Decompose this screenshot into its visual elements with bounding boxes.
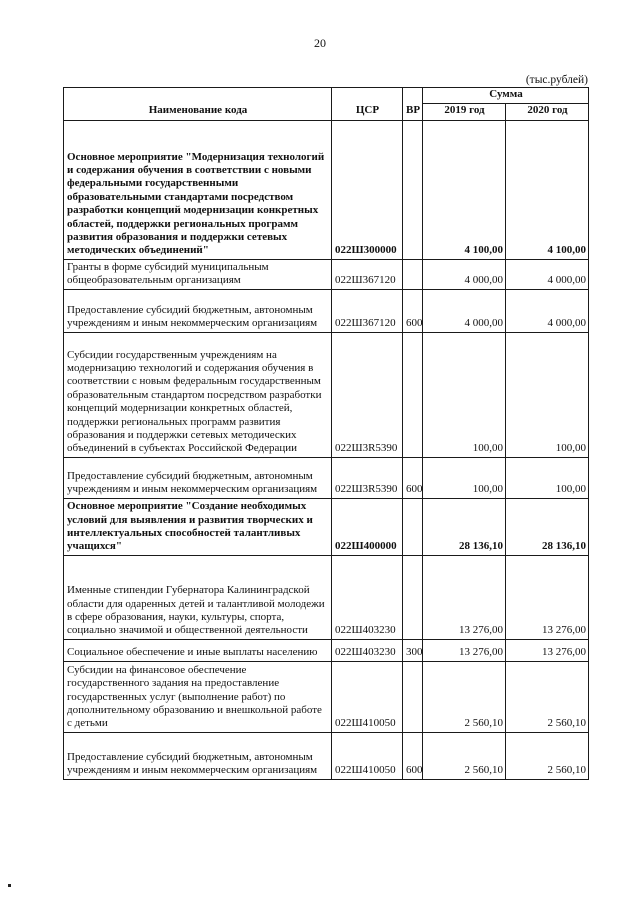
row-2020-cell: 4 000,00 [506, 259, 589, 289]
row-2019-cell: 2 560,10 [423, 732, 506, 779]
table-row [64, 555, 589, 639]
row-csr-cell: 022Ш3R5390 [332, 332, 403, 457]
row-2019-cell: 4 100,00 [423, 120, 506, 259]
row-csr-cell: 022Ш400000 [332, 498, 403, 555]
row-2019-cell: 100,00 [423, 332, 506, 457]
row-name-cell: Гранты в форме субсидий муниципальным общеобразовательным организациям [64, 259, 332, 289]
row-name-cell: Предоставление субсидий бюджетным, автономным учреждениям и иным некоммерческим организациям [64, 289, 332, 332]
row-vr-cell [403, 555, 423, 639]
row-2020-cell: 100,00 [506, 332, 589, 457]
row-name-cell: Субсидии на финансовое обеспечение государственного задания на предоставление государственных услуг (выполнение работ) по дополнительному образованию и внешкольной работе с детьми [64, 661, 332, 732]
table-row [64, 498, 589, 555]
budget-table [63, 87, 589, 780]
row-vr-cell: 600 [403, 732, 423, 779]
row-2019-cell: 100,00 [423, 457, 506, 498]
row-2020-cell: 2 560,10 [506, 732, 589, 779]
row-csr-cell: 022Ш410050 [332, 732, 403, 779]
table-body [64, 120, 589, 779]
row-name-cell: Предоставление субсидий бюджетным, автономным учреждениям и иным некоммерческим организациям [64, 732, 332, 779]
row-csr-cell: 022Ш367120 [332, 259, 403, 289]
row-2020-cell: 28 136,10 [506, 498, 589, 555]
row-2020-cell: 4 000,00 [506, 289, 589, 332]
table-row [64, 120, 589, 259]
row-csr-cell: 022Ш403230 [332, 555, 403, 639]
row-name-cell: Основное мероприятие "Создание необходимых условий для выявления и развития творческих и интеллектуальных способностей талантливых учащихся" [64, 498, 332, 555]
margin-mark [8, 884, 11, 887]
row-name-cell: Предоставление субсидий бюджетным, автономным учреждениям и иным некоммерческим организациям [64, 457, 332, 498]
row-2020-cell: 13 276,00 [506, 639, 589, 661]
row-2020-cell: 2 560,10 [506, 661, 589, 732]
row-vr-cell [403, 120, 423, 259]
row-vr-cell [403, 661, 423, 732]
table-row [64, 639, 589, 661]
row-csr-cell: 022Ш410050 [332, 661, 403, 732]
header-name: Наименование кода [64, 88, 332, 121]
row-vr-cell [403, 498, 423, 555]
table-row [64, 332, 589, 457]
page-number: 20 [314, 36, 326, 50]
header-year-2019: 2019 год [423, 104, 506, 120]
table-row [64, 661, 589, 732]
row-name-cell: Социальное обеспечение и иные выплаты населению [64, 639, 332, 661]
header-vr: ВР [403, 88, 423, 121]
row-csr-cell: 022Ш367120 [332, 289, 403, 332]
header-sum: Сумма [423, 88, 589, 104]
row-csr-cell: 022Ш3R5390 [332, 457, 403, 498]
row-vr-cell [403, 259, 423, 289]
row-name-cell: Субсидии государственным учреждениям на модернизацию технологий и содержания обучения в соответствии с новым федеральным государственным образовательным стандартом посредством разработки концепций модернизации конкретных областей, поддержки региональных программ развития образования и поддержки сетевых методических объединений в субъектах Российской Федерации [64, 332, 332, 457]
row-2019-cell: 2 560,10 [423, 661, 506, 732]
row-2020-cell: 4 100,00 [506, 120, 589, 259]
header-year-2020: 2020 год [506, 104, 589, 120]
row-2020-cell: 100,00 [506, 457, 589, 498]
row-2019-cell: 4 000,00 [423, 259, 506, 289]
row-name-cell: Именные стипендии Губернатора Калининградской области для одаренных детей и талантливой молодежи в сфере образования, науки, культуры, спорта, социально значимой и общественной деятельности [64, 555, 332, 639]
row-vr-cell: 600 [403, 457, 423, 498]
row-vr-cell: 600 [403, 289, 423, 332]
row-csr-cell: 022Ш300000 [332, 120, 403, 259]
row-2020-cell: 13 276,00 [506, 555, 589, 639]
row-vr-cell [403, 332, 423, 457]
table-row [64, 732, 589, 779]
table-row [64, 289, 589, 332]
row-csr-cell: 022Ш403230 [332, 639, 403, 661]
table-row [64, 457, 589, 498]
header-csr: ЦСР [332, 88, 403, 121]
units-label: (тыс.рублей) [525, 74, 588, 86]
row-2019-cell: 13 276,00 [423, 555, 506, 639]
table-row [64, 259, 589, 289]
row-2019-cell: 28 136,10 [423, 498, 506, 555]
row-vr-cell: 300 [403, 639, 423, 661]
row-2019-cell: 4 000,00 [423, 289, 506, 332]
row-2019-cell: 13 276,00 [423, 639, 506, 661]
row-name-cell: Основное мероприятие "Модернизация технологий и содержания обучения в соответствии с новыми федеральными государственными образовательными стандартами посредством разработки концепций модернизации конкретных областей, поддержки региональных программ развития образования и поддержки сетевых методических объединений" [64, 120, 332, 259]
